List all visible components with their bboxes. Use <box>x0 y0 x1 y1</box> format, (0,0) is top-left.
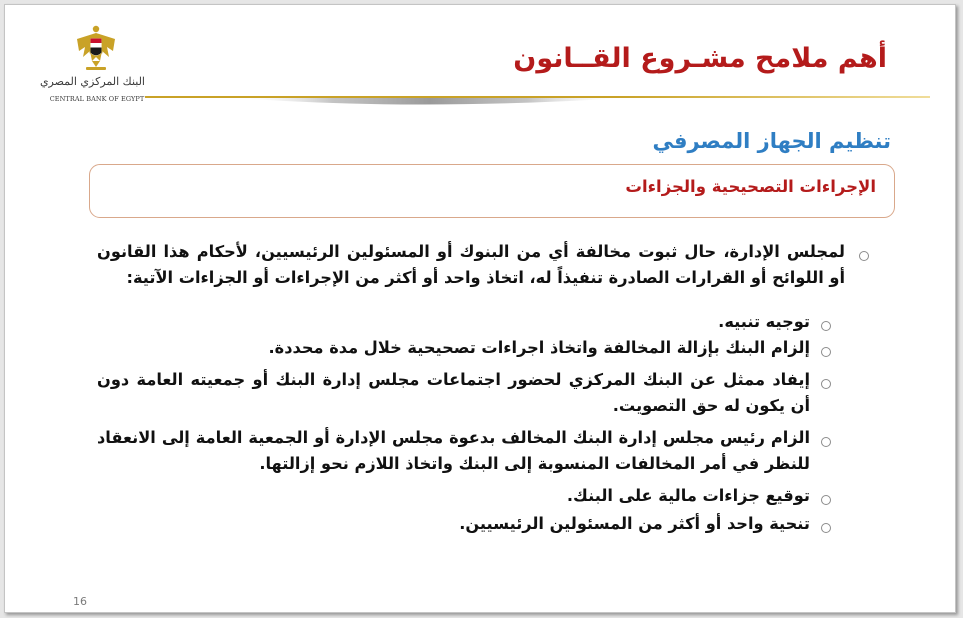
subsection-box <box>89 164 895 218</box>
title-underline <box>145 88 930 112</box>
list-item: تنحية واحد أو أكثر من المسئولين الرئيسيين. <box>459 514 810 533</box>
list-item: توجيه تنبيه. <box>718 312 810 331</box>
bullet-icon <box>821 495 831 505</box>
intro-paragraph: لمجلس الإدارة، حال ثبوت مخالفة أي من البنوك أو المسئولين الرئيسيين، لأحكام هذا القانون أو اللوائح أو القرارات الصادرة تنفيذاً له، اتخاذ واحد أو أكثر من الإجراءات أو الجزاءات الآتية: <box>97 242 845 287</box>
bullet-icon <box>821 347 831 357</box>
bullet-icon <box>821 523 831 533</box>
bullet-icon <box>859 251 869 261</box>
section-heading: تنظيم الجهاز المصرفي <box>652 129 891 153</box>
eagle-emblem-icon <box>71 23 121 73</box>
slide-title: أهم ملامح مشـروع القــانون <box>513 43 887 74</box>
logo-english-name: CENTRAL BANK OF EGYPT <box>49 95 145 103</box>
bullet-icon <box>821 379 831 389</box>
page-number: 16 <box>73 595 87 608</box>
list-item: إيفاد ممثل عن البنك المركزي لحضور اجتماعات مجلس إدارة البنك أو جمعيته العامة دون أن يكون له حق التصويت. <box>97 370 810 415</box>
bullet-icon <box>821 437 831 447</box>
bullet-icon <box>821 321 831 331</box>
list-item: توقيع جزاءات مالية على البنك. <box>566 486 810 505</box>
slide <box>4 4 956 613</box>
list-item: الزام رئيس مجلس إدارة البنك المخالف بدعوة مجلس الإدارة أو الجمعية العامة إلى الانعقاد للنظر في أمر المخالفات المنسوبة إلى البنك واتخاذ اللازم نحو إزالتها. <box>97 428 810 473</box>
subsection-title: الإجراءات التصحيحية والجزاءات <box>625 177 876 196</box>
logo-arabic-name: البنك المركزي المصري <box>39 75 145 88</box>
list-item: إلزام البنك بإزالة المخالفة واتخاذ اجراءات تصحيحية خلال مدة محددة. <box>268 338 810 357</box>
central-bank-logo <box>39 23 145 109</box>
